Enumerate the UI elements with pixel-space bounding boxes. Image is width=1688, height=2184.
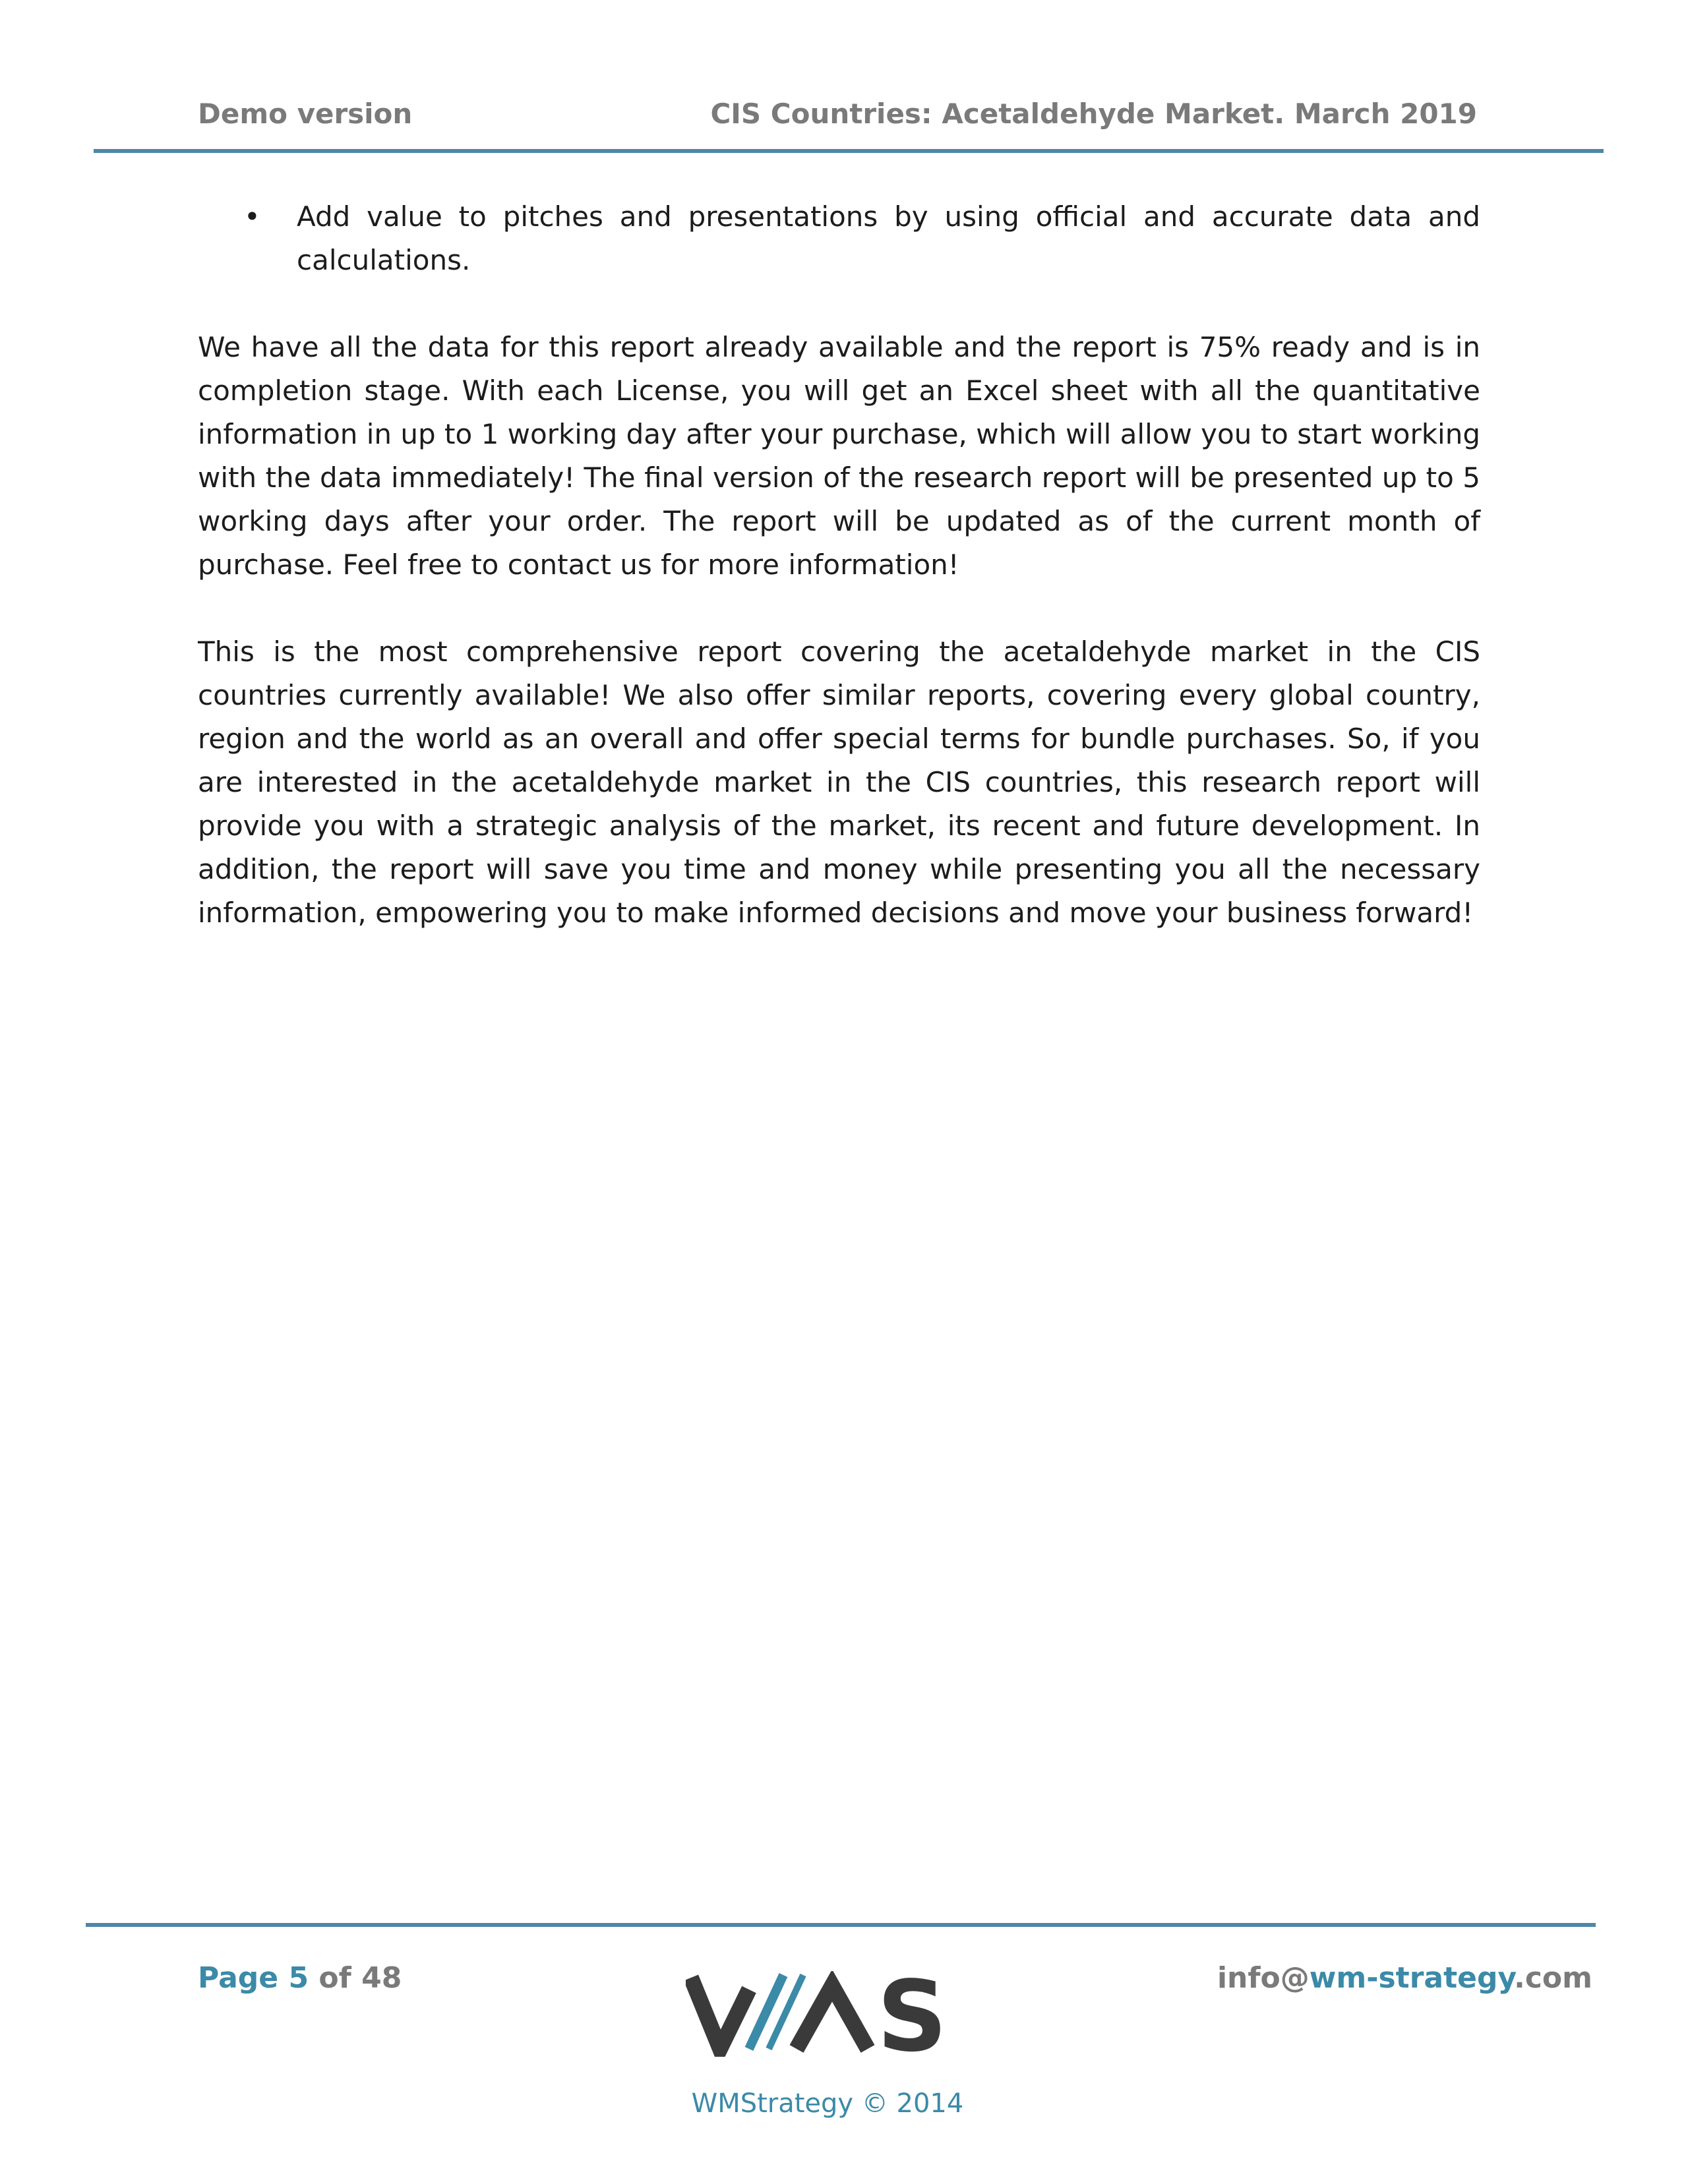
page-current: 5 xyxy=(288,1961,309,1995)
page-number xyxy=(198,1961,402,1995)
paragraph-coverage: This is the most comprehensive report covering the acetaldehyde market in the CIS countries currently available! We also offer similar reports, covering every global country, region and the world as an overall and offer special terms for bundle purchases. So, if you are interested in the acetaldehyde market in the CIS countries, this research report will provide you with a strategic analysis of the market, its recent and future development. In addition, the report will save you time and money while presenting you all the necessary information, empowering you to make informed decisions and move your business forward! xyxy=(198,635,1480,929)
logo-caption: WMStrategy © 2014 xyxy=(691,2088,964,2119)
contact-email[interactable] xyxy=(1217,1961,1592,1995)
bullet-icon: • xyxy=(244,200,260,233)
wms-logo xyxy=(686,1971,963,2057)
email-domain: wm-strategy xyxy=(1309,1961,1515,1995)
page-word: Page xyxy=(198,1961,279,1995)
paragraph-availability: We have all the data for this report already available and the report is 75% ready and is in completion stage. With each License, you will get an Excel sheet with all the quantitative information in up to 1 working day after your purchase, which will allow you to start working with the data immediately! The final version of the research report will be presented up to 5 working days after your order. The report will be updated as of the current month of purchase. Feel free to contact us for more information! xyxy=(198,331,1480,581)
email-prefix: info@ xyxy=(1217,1961,1310,1995)
page-total: of 48 xyxy=(318,1961,402,1995)
header-report-title: CIS Countries: Acetaldehyde Market. March 2019 xyxy=(710,98,1477,130)
header-divider xyxy=(94,149,1604,153)
svg-text:S: S xyxy=(877,1971,948,2057)
bullet-list-item xyxy=(198,195,1480,282)
footer-divider xyxy=(86,1923,1596,1927)
page-content xyxy=(198,195,1480,962)
email-suffix: .com xyxy=(1514,1961,1592,1995)
header-bar xyxy=(198,98,1477,137)
bullet-text: Add value to pitches and presentations by using official and accurate data and calculations. xyxy=(297,200,1480,276)
header-demo-label: Demo version xyxy=(198,98,413,130)
